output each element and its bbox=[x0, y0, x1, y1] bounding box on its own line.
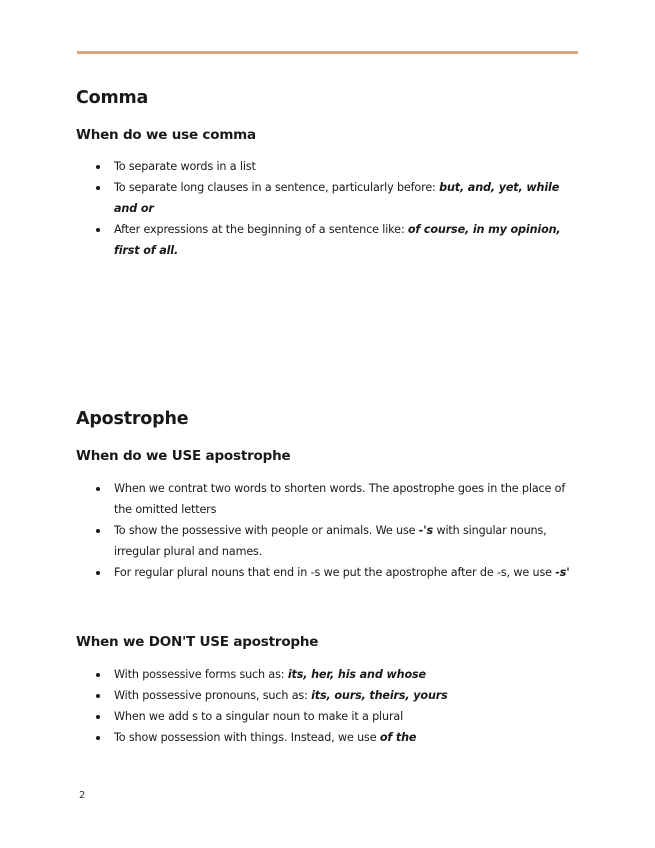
bullet-icon bbox=[96, 736, 100, 740]
comma-subheading: When do we use comma bbox=[76, 127, 256, 143]
list-item: When we contrat two words to shorten words. The apostrophe goes in the place of the omitted letters bbox=[76, 478, 576, 520]
bullet-icon bbox=[96, 165, 100, 169]
list-item: To show the possessive with people or animals. We use -'s with singular nouns, irregular plural and names. bbox=[76, 520, 576, 562]
apostrophe-use-subheading: When do we USE apostrophe bbox=[76, 448, 291, 464]
list-item: To separate long clauses in a sentence, particularly before: but, and, yet, while and or bbox=[76, 177, 576, 219]
apostrophe-heading: Apostrophe bbox=[76, 409, 189, 429]
bullet-icon bbox=[96, 673, 100, 677]
bullet-icon bbox=[96, 487, 100, 491]
apostrophe-dont-list bbox=[76, 664, 576, 748]
list-item: When we add s to a singular noun to make it a plural bbox=[76, 706, 576, 727]
list-item: With possessive forms such as: its, her, his and whose bbox=[76, 664, 576, 685]
comma-list bbox=[76, 156, 576, 261]
apostrophe-dont-subheading: When we DON'T USE apostrophe bbox=[76, 634, 319, 650]
list-item: To separate words in a list bbox=[76, 156, 576, 177]
list-item: To show possession with things. Instead, we use of the bbox=[76, 727, 576, 748]
comma-heading: Comma bbox=[76, 88, 149, 108]
header-divider bbox=[77, 51, 578, 54]
apostrophe-use-list bbox=[76, 478, 576, 583]
bullet-icon bbox=[96, 694, 100, 698]
page-number: 2 bbox=[79, 790, 86, 801]
apostrophe-section bbox=[76, 409, 576, 583]
bullet-icon bbox=[96, 715, 100, 719]
list-item: With possessive pronouns, such as: its, ours, theirs, yours bbox=[76, 685, 576, 706]
bullet-icon bbox=[96, 571, 100, 575]
apostrophe-dont-section bbox=[76, 634, 576, 748]
list-item: For regular plural nouns that end in -s we put the apostrophe after de -s, we use -s' bbox=[76, 562, 576, 583]
bullet-icon bbox=[96, 186, 100, 190]
bullet-icon bbox=[96, 529, 100, 533]
bullet-icon bbox=[96, 228, 100, 232]
list-item: After expressions at the beginning of a sentence like: of course, in my opinion, first of all. bbox=[76, 219, 576, 261]
comma-section bbox=[76, 88, 576, 261]
